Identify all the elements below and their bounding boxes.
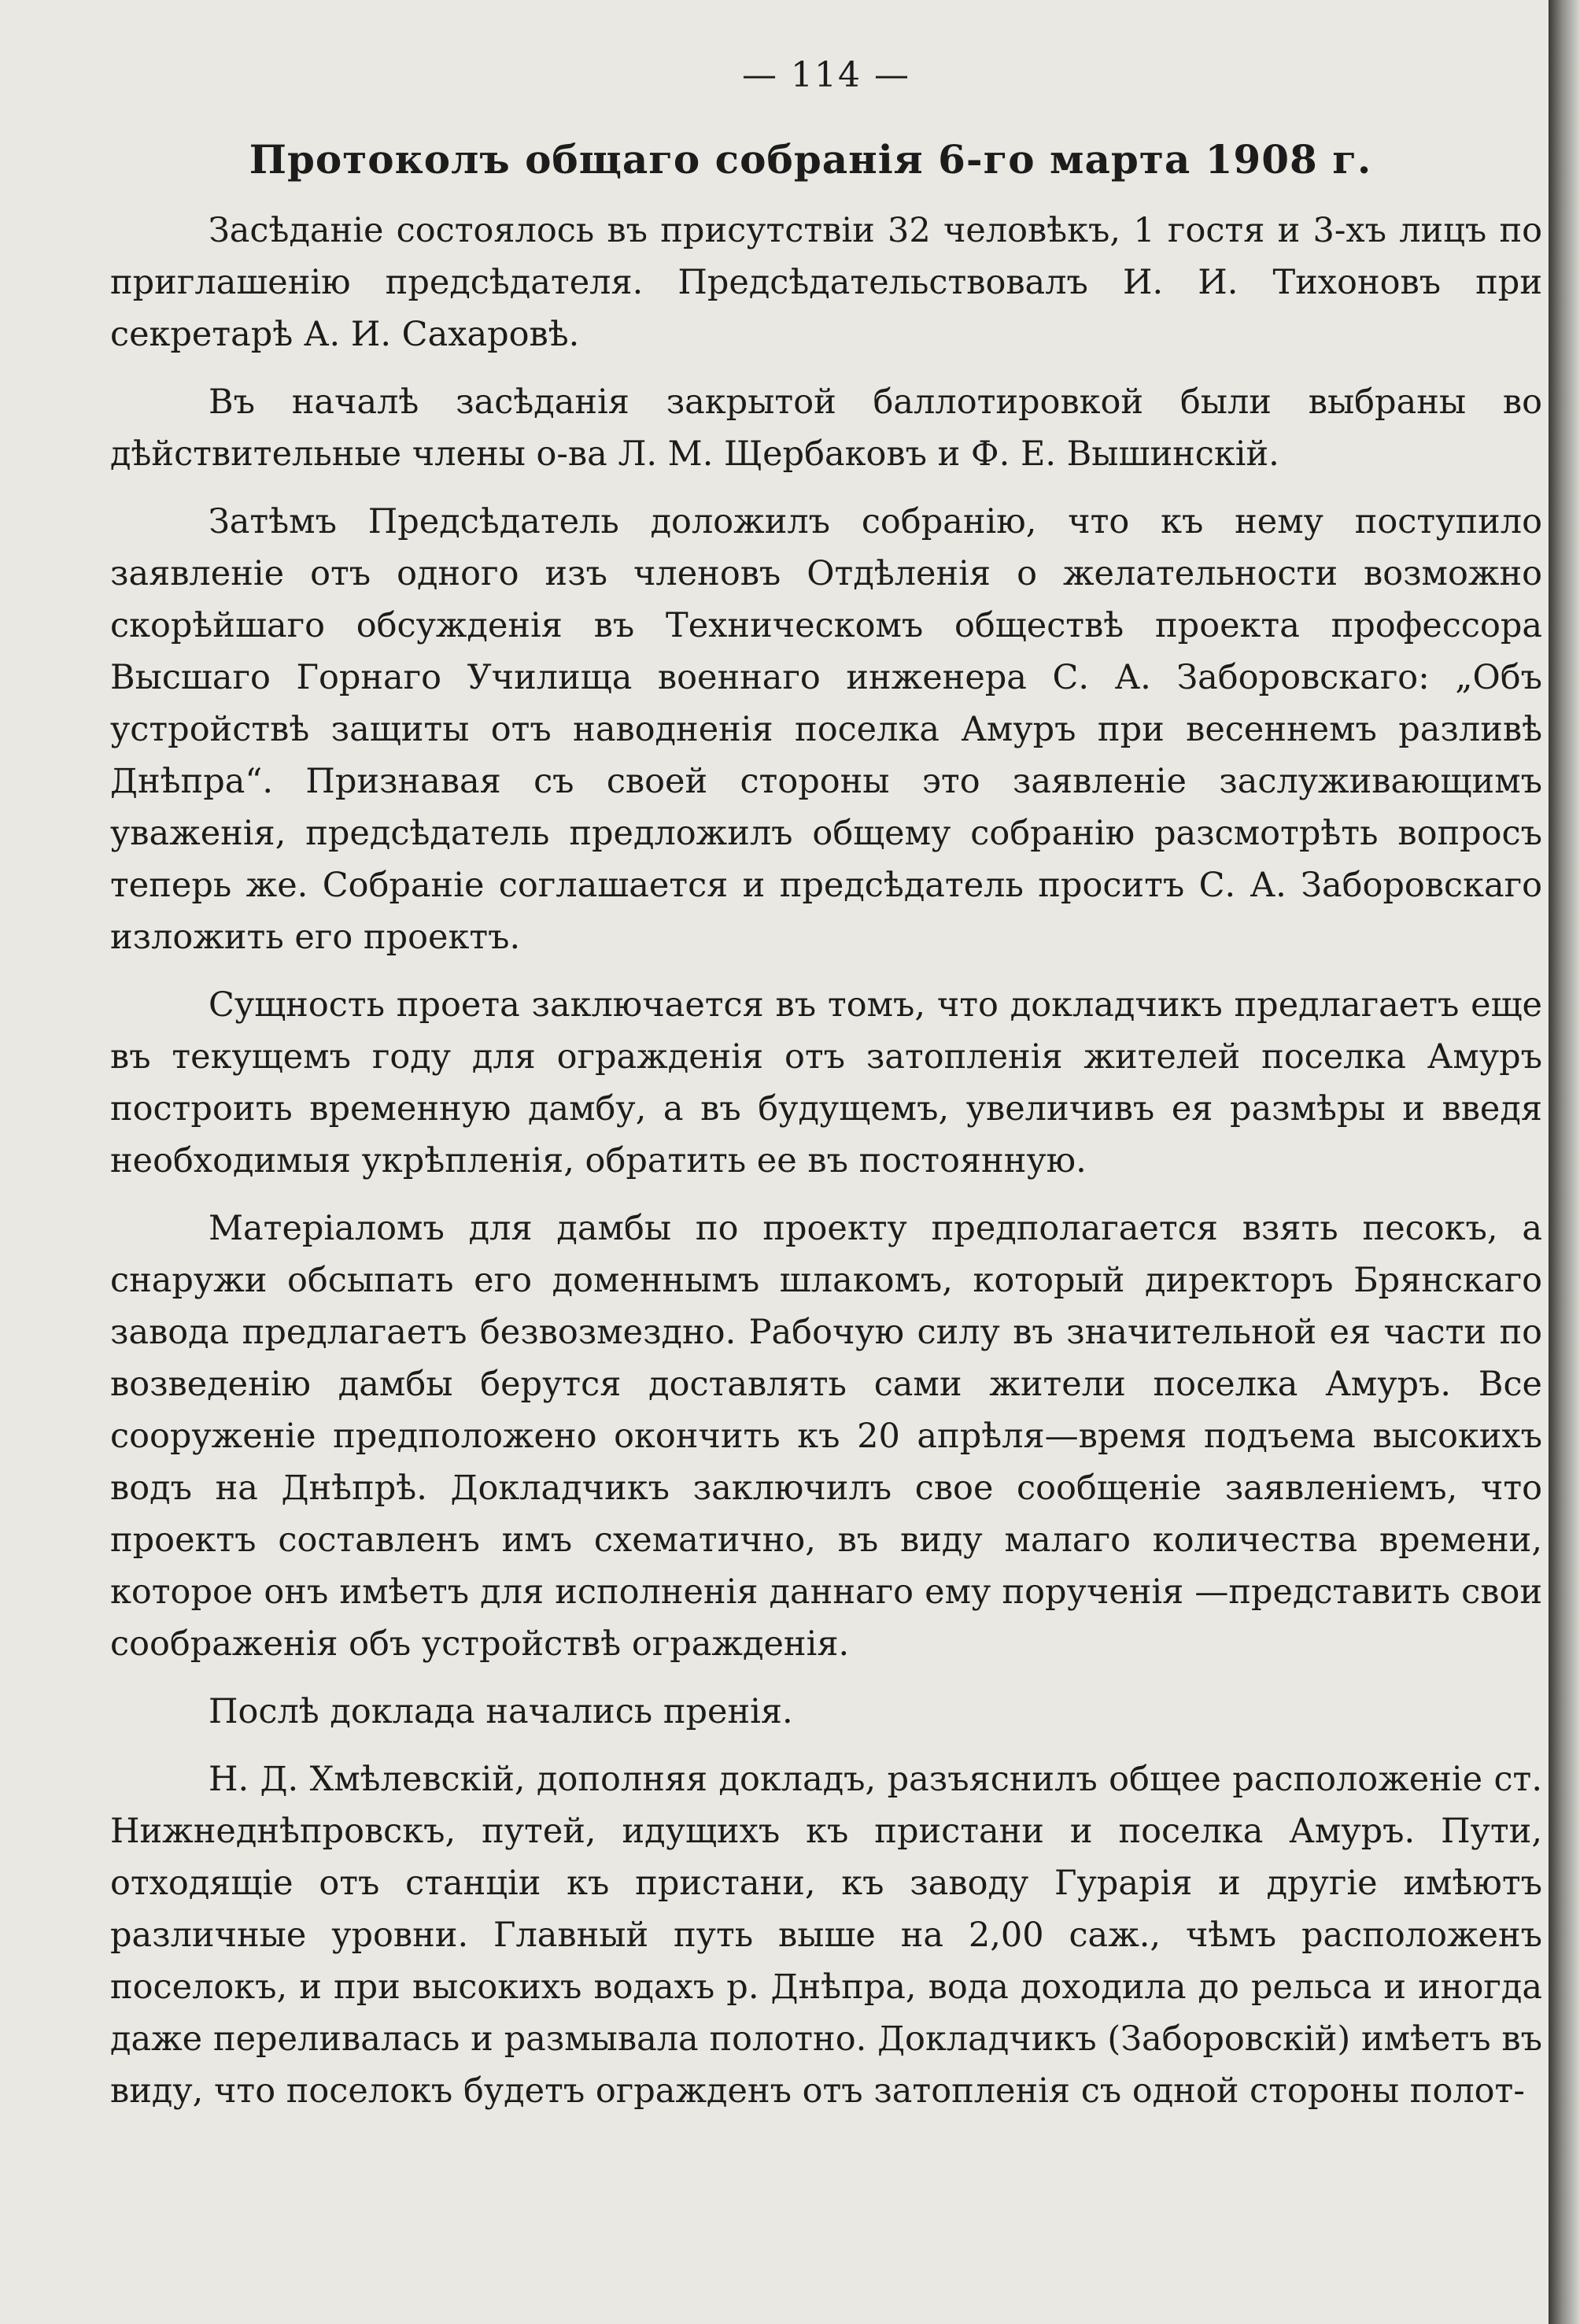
paragraph-6: Послѣ доклада начались пренія. xyxy=(209,1692,793,1731)
page-content xyxy=(110,55,1542,2133)
page-number: — 114 — xyxy=(742,55,910,95)
paragraph-4: Сущность проета заключается въ томъ, что докладчикъ предлагаетъ еще въ текущемъ году для огражденія отъ затопленія жителей поселка Амуръ построить временную дамбу, а въ будущемъ, увеличивъ ея размѣры и введя необходимыя укрѣпленія, обратить ее въ постоянную. xyxy=(110,985,1542,1180)
paragraph-7: Н. Д. Хмѣлевскій, дополняя докладъ, разъяснилъ общее расположеніе ст. Нижнеднѣпровскъ, путей, идущихъ къ пристани и поселка Амуръ. Пути, отходящіе отъ станціи къ пристани, къ заводу Гурарія и другіе имѣютъ различные уровни. Главный путь выше на 2,00 саж., чѣмъ расположенъ поселокъ, и при высокихъ водахъ р. Днѣпра, вода доходила до рельса и иногда даже переливалась и размывала полотно. Докладчикъ (Заборовскій) имѣетъ въ виду, что поселокъ будетъ огражденъ отъ затопленія съ одной стороны полот- xyxy=(110,1760,1542,2111)
paragraph-5: Матеріаломъ для дамбы по проекту предполагается взять песокъ, а снаружи обсыпать его доменнымъ шлакомъ, который директоръ Брянскаго завода предлагаетъ безвозмездно. Рабочую силу въ значительной ея части по возведенію дамбы берутся доставлять сами жители поселка Амуръ. Все сооруженіе предположено окончить къ 20 апрѣля—время подъема высокихъ водъ на Днѣпрѣ. Докладчикъ заключилъ свое сообщеніе заявленіемъ, что проектъ составленъ имъ схематично, въ виду малаго количества времени, которое онъ имѣетъ для исполненія даннаго ему порученія —представить свои соображенія объ устройствѣ огражденія. xyxy=(110,1209,1542,1664)
paragraph-2: Въ началѣ засѣданія закрытой баллотировкой были выбраны во дѣйствительные члены о-ва Л. М. Щербаковъ и Ф. Е. Вышинскій. xyxy=(110,382,1542,474)
page-binding-edge xyxy=(1549,0,1580,2324)
paragraph-3: Затѣмъ Предсѣдатель доложилъ собранію, что къ нему поступило заявленіе отъ одного изъ членовъ Отдѣленія о желательности возможно скорѣйшаго обсужденія въ Техническомъ обществѣ проекта профессора Высшаго Горнаго Училища военнаго инженера С. А. Заборовскаго: „Объ устройствѣ защиты отъ наводненія поселка Амуръ при весеннемъ разливѣ Днѣпра“. Признавая съ своей стороны это заявленіе заслуживающимъ уваженія, предсѣдатель предложилъ общему собранію разсмотрѣть вопросъ теперь же. Собраніе соглашается и предсѣдатель проситъ С. А. Заборовскаго изложить его проектъ. xyxy=(110,502,1542,957)
paragraph-1: Засѣданіе состоялось въ присутствіи 32 человѣкъ, 1 гостя и 3-хъ лицъ по приглашенію предсѣдателя. Предсѣдательствовалъ И. И. Тихоновъ при секретарѣ А. И. Сахаровѣ. xyxy=(110,211,1542,354)
page-title: Протоколъ общаго собранія 6-го марта 1908 г. xyxy=(249,136,1372,183)
